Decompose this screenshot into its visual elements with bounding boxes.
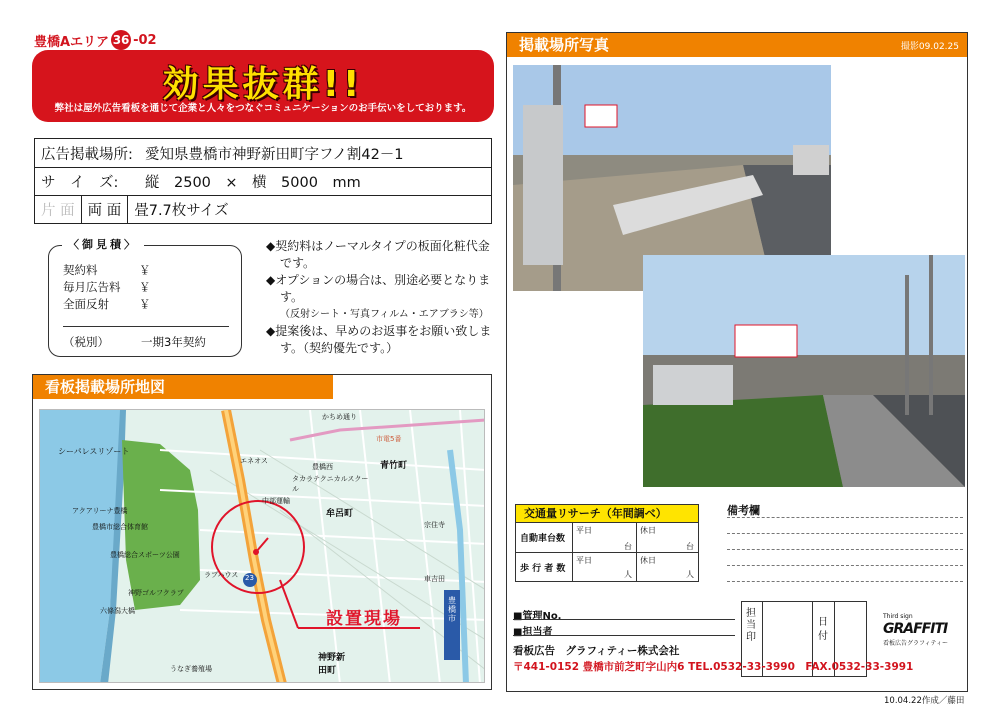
map-label-aokitake: 青竹町	[380, 461, 408, 471]
estimate-item-name: 全面反射	[63, 297, 109, 311]
area-code	[34, 30, 157, 50]
unit-label: 台	[624, 542, 632, 551]
unit-label: 人	[624, 570, 632, 579]
stamp-date-label: 日付	[818, 617, 828, 642]
size-row	[35, 167, 491, 195]
photo-panel	[506, 32, 968, 692]
person-in-charge: ■担当者	[513, 627, 553, 638]
memo-line	[727, 581, 963, 582]
company-address: 〒441-0152 豊橋市前芝町字山内6 TEL.0532-33-3990 FAX.0532-33-3991	[513, 661, 914, 673]
unit-label: 台	[686, 542, 694, 551]
estimate-item-yen: ￥	[139, 280, 151, 294]
photo-panel-title: 掲載場所写真	[507, 33, 967, 57]
estimate-item	[63, 279, 151, 295]
stamp-tanto-label: 担当印	[746, 608, 756, 643]
weekday-label: 平日	[576, 556, 592, 565]
map-label-mutsu: 牟呂町	[326, 509, 354, 519]
map-label-takara: タカラテクニカルスクール	[292, 475, 369, 493]
divider	[513, 635, 735, 636]
memo-line	[727, 565, 963, 566]
ad-info-table	[34, 138, 492, 224]
estimate-item-yen: ￥	[139, 297, 151, 311]
map-label-seaport: シーパレスリゾート	[58, 447, 130, 456]
estimate-divider	[63, 326, 229, 327]
estimate-box	[48, 245, 242, 357]
estimate-title: 〈御見積〉	[62, 236, 144, 252]
tax-note: （税別）	[63, 335, 109, 349]
promo-banner	[32, 50, 494, 122]
map-label-city: 豊橋市	[448, 596, 456, 623]
banner-title: 効果抜群!!	[162, 64, 364, 105]
photo-date: 撮影09.02.25	[900, 42, 959, 52]
holiday-label: 休日	[640, 526, 656, 535]
location-row	[35, 139, 491, 167]
map-label-tram: 市電5番	[376, 435, 402, 443]
location-label: 広告掲載場所:	[41, 146, 133, 163]
map-label-golf: 神野ゴルフクラブ	[128, 589, 184, 597]
traffic-title: 交通量リサーチ（年間調べ）	[516, 505, 698, 523]
graffiti-logo	[883, 607, 967, 647]
install-site-label: 設置現場	[326, 609, 402, 629]
map-label-sports: 豊橋総合スポーツ公園	[110, 551, 180, 559]
weekday-label: 平日	[576, 526, 592, 535]
estimate-item-name: 契約料	[63, 263, 98, 277]
note-item: ◆オプションの場合は、別途必要となります。	[266, 273, 491, 304]
map-label-nishi: 豊橋西	[312, 463, 333, 471]
traffic-row-cars	[516, 523, 698, 553]
size-label: サ イ ズ:	[41, 175, 119, 191]
traffic-row-label: 自動車台数	[520, 534, 566, 544]
side-row	[35, 195, 491, 223]
created-note: 10.04.22作成／藤田	[884, 696, 965, 706]
management-no: ■管理No.	[513, 611, 562, 622]
note-sub: （反射シート・写真フィルム・エアブラシ等）	[280, 309, 489, 320]
map-panel	[32, 374, 492, 690]
map-label-rokujo: 六條潟大橋	[100, 607, 135, 615]
banner-subtitle: 弊社は屋外広告看板を通じて企業と人々をつなぐコミュニケーションのお手伝いをしております。	[54, 103, 472, 114]
company-name: 看板広告 グラフィティー株式会社	[513, 645, 680, 657]
map-label-house: ラブハウス	[204, 571, 239, 579]
map-label-munemi: 宗住寺	[424, 521, 445, 529]
logo-subtext: 看板広告グラフィティー	[883, 640, 949, 647]
logo-small-text: Third sign	[883, 613, 913, 620]
map-label-arena: アクアリーナ豊橋	[72, 507, 128, 515]
note-item: ◆提案後は、早めのお返事をお願い致します。（契約優先です。）	[266, 324, 492, 355]
contract-term: 一期3年契約	[141, 335, 206, 349]
estimate-item-name: 毎月広告料	[63, 280, 121, 294]
tatami-size: 畳7.7枚サイズ	[134, 203, 229, 219]
site-photo-2-graphic	[643, 255, 965, 487]
area-code-number: 36	[111, 30, 131, 50]
memo-line	[727, 533, 963, 534]
map-label-eneos: エネオス	[240, 457, 268, 465]
estimate-item-yen: ￥	[139, 263, 151, 277]
estimate-item	[63, 296, 151, 312]
map-label-churuma: 中部運輸	[262, 497, 290, 505]
traffic-research-table	[515, 504, 699, 582]
area-code-prefix: 豊橋Aエリア	[34, 34, 110, 50]
size-value: 縦 2500 × 横 5000 mm	[145, 175, 361, 191]
memo-line	[727, 549, 963, 550]
map-panel-title: 看板掲載場所地図	[33, 375, 333, 399]
notes	[266, 238, 494, 357]
map-label-gym: 豊橋市総合体育館	[92, 523, 148, 531]
note-item: ◆契約料はノーマルタイプの板面化粧代金です。	[266, 239, 490, 270]
double-side-label: 両 面	[82, 196, 129, 223]
unit-label: 人	[686, 570, 694, 579]
map-label-shinno: 神野新田町	[318, 653, 346, 676]
single-side-label: 片 面	[35, 196, 82, 223]
map-label-kachime: かちめ通り	[322, 413, 357, 421]
traffic-row-label: 歩 行 者 数	[520, 564, 566, 574]
traffic-row-people	[516, 553, 698, 581]
estimate-item	[63, 262, 151, 278]
map-label-unagi: うなぎ養殖場	[170, 665, 212, 673]
location-map[interactable]	[39, 409, 485, 683]
memo-title: 備考欄	[727, 504, 760, 517]
site-photo-2[interactable]	[643, 255, 965, 487]
route-shield-23: 23	[245, 574, 254, 582]
memo-line	[727, 517, 963, 518]
map-label-yoshikawa: 車吉田	[424, 575, 445, 583]
logo-text: GRAFFITI	[883, 621, 948, 637]
area-code-suffix: -02	[133, 32, 157, 48]
holiday-label: 休日	[640, 556, 656, 565]
location-value: 愛知県豊橋市神野新田町字フノ割42－1	[145, 146, 404, 163]
divider	[513, 619, 735, 620]
estimate-footer	[63, 334, 206, 350]
